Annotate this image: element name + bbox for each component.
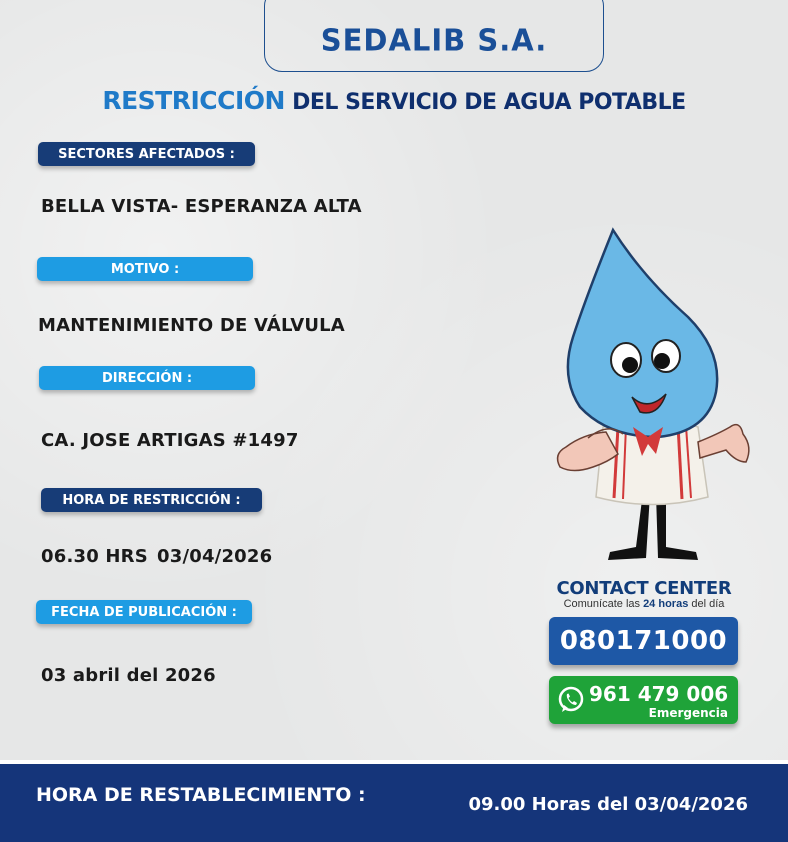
restablecimiento-label: HORA DE RESTABLECIMIENTO : [36,784,366,806]
water-drop-mascot [548,222,758,567]
hora-time: 06.30 HRS [41,546,148,567]
restablecimiento-value: 09.00 Horas del 03/04/2026 [468,794,748,815]
contact-center-title: CONTACT CENTER [556,578,732,599]
publicacion-value: 03 abril del 2026 [41,665,216,686]
whatsapp-emergency-button[interactable] [549,676,738,724]
header-box [264,0,604,72]
hora-date: 03/04/2026 [157,546,273,567]
sectores-label: SECTORES AFECTADOS : [38,142,255,166]
brand-logo: SEDALIB S.A. [320,22,548,58]
subtitle-post: del día [688,598,725,610]
direccion-value: CA. JOSE ARTIGAS #1497 [41,430,299,451]
hora-label: HORA DE RESTRICCIÓN : [41,488,262,512]
title-accent: RESTRICCIÓN [102,86,285,115]
subtitle-pre: Comunícate las [563,598,644,610]
title-rest: DEL SERVICIO DE AGUA POTABLE [284,90,686,115]
page-title [0,86,788,115]
whatsapp-icon [556,685,586,715]
sectores-value: BELLA VISTA- ESPERANZA ALTA [41,196,362,217]
subtitle-bold: 24 horas [643,598,689,610]
publicacion-label: FECHA DE PUBLICACIÓN : [36,600,252,624]
whatsapp-number: 961 479 006 [589,682,729,706]
contact-phone-button[interactable]: 080171000 [549,617,738,665]
motivo-label: MOTIVO : [37,257,253,281]
footer-bar [0,760,788,842]
whatsapp-label: Emergencia [648,706,728,720]
direccion-label: DIRECCIÓN : [39,366,255,390]
contact-center-subtitle [548,598,740,610]
motivo-value: MANTENIMIENTO DE VÁLVULA [38,315,345,336]
